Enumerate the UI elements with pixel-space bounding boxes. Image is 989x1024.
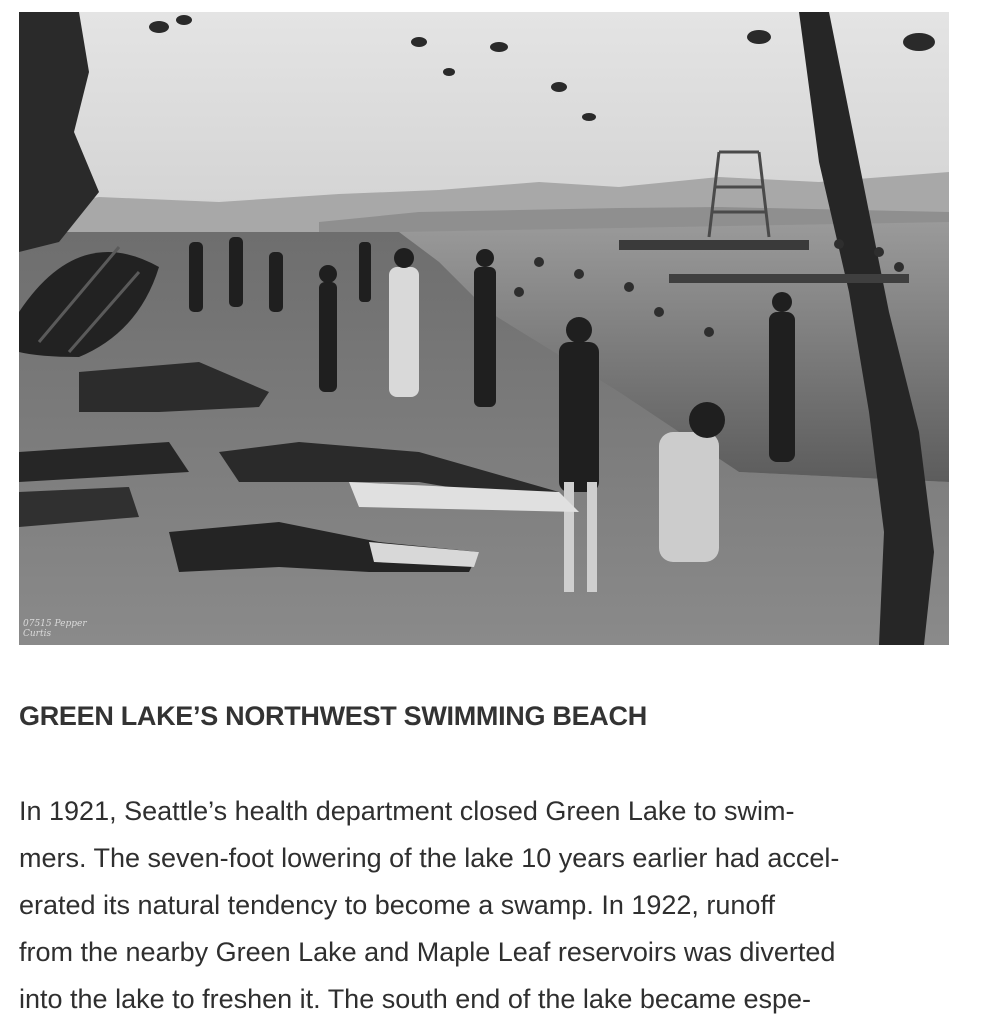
historic-beach-photo (19, 12, 949, 645)
article-paragraph (19, 788, 969, 1023)
paragraph-line: In 1921, Seattle’s health department closed Green Lake to swim- (19, 796, 795, 826)
paragraph-line: mers. The seven-foot lowering of the lake 10 years earlier had accel- (19, 843, 840, 873)
section-heading: GREEN LAKE’S NORTHWEST SWIMMING BEACH (19, 701, 647, 731)
beach-photo-illustration (19, 12, 949, 645)
archive-mark: 07515 Pepper Curtis (23, 619, 87, 639)
paragraph-line: from the nearby Green Lake and Maple Leaf reservoirs was diverted (19, 937, 836, 967)
paragraph-line: into the lake to freshen it. The south end of the lake became espe- (19, 984, 812, 1014)
paragraph-line: erated its natural tendency to become a swamp. In 1922, runoff (19, 890, 775, 920)
archive-stamp (23, 619, 113, 639)
